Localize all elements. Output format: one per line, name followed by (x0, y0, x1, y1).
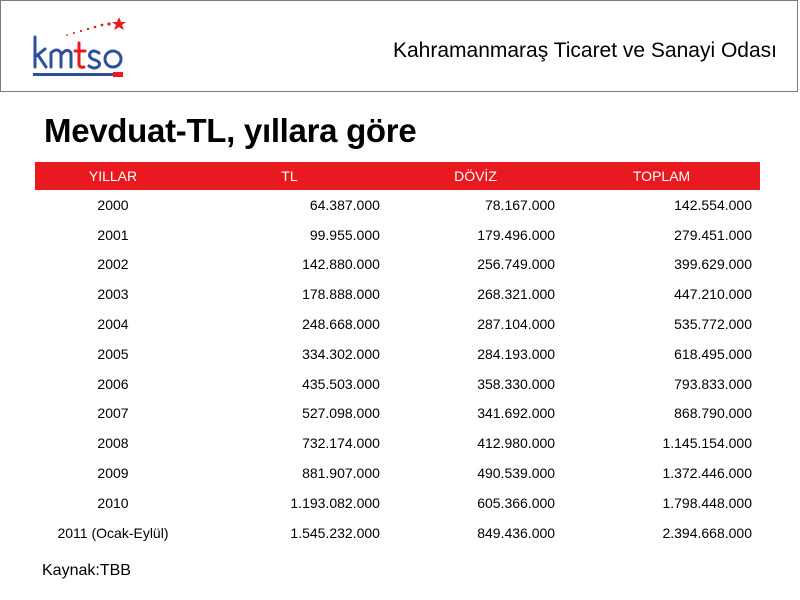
cell-toplam: 279.451.000 (674, 226, 752, 243)
cell-year: 2009 (97, 465, 129, 482)
cell-tl: 64.387.000 (309, 196, 380, 213)
cell-doviz: 490.539.000 (477, 465, 556, 482)
cell-year: 2010 (97, 494, 129, 511)
column-header-years: YILLAR (88, 168, 138, 184)
cell-doviz: 256.749.000 (477, 256, 556, 273)
table-row (35, 458, 760, 488)
kmtso-logo (29, 15, 129, 81)
cell-doviz: 78.167.000 (484, 196, 556, 213)
cell-year: 2007 (97, 405, 129, 422)
page-title: Mevduat-TL, yıllara göre (44, 112, 417, 149)
cell-doviz: 605.366.000 (477, 494, 556, 511)
column-header-tl: TL (281, 168, 298, 184)
cell-tl: 1.545.232.000 (290, 524, 380, 541)
cell-year: 2008 (97, 435, 129, 452)
cell-toplam: 1.145.154.000 (662, 435, 752, 452)
cell-doviz: 287.104.000 (477, 316, 556, 333)
cell-doviz: 849.436.000 (477, 524, 556, 541)
source-note: Kaynak:TBB (42, 562, 131, 579)
table-row (35, 279, 760, 309)
table-row (35, 220, 760, 250)
cell-doviz: 412.980.000 (477, 435, 556, 452)
cell-toplam: 793.833.000 (674, 375, 752, 392)
cell-tl: 732.174.000 (302, 435, 380, 452)
cell-year: 2011 (Ocak-Eylül) (57, 524, 169, 541)
cell-toplam: 1.798.448.000 (662, 494, 752, 511)
cell-year: 2005 (97, 345, 129, 362)
cell-toplam: 618.495.000 (674, 345, 752, 362)
slide-header (0, 0, 798, 92)
table-header-row (35, 162, 760, 190)
cell-toplam: 2.394.668.000 (662, 524, 752, 541)
column-header-toplam: TOPLAM (632, 168, 691, 184)
table-row (35, 190, 760, 220)
cell-doviz: 358.330.000 (477, 375, 556, 392)
cell-doviz: 284.193.000 (477, 345, 556, 362)
table-row (35, 369, 760, 399)
table-row (35, 488, 760, 518)
deposits-table (35, 162, 760, 548)
cell-tl: 248.668.000 (302, 316, 380, 333)
cell-year: 2003 (97, 286, 129, 303)
cell-doviz: 268.321.000 (477, 286, 556, 303)
cell-tl: 435.503.000 (302, 375, 380, 392)
cell-year: 2002 (97, 256, 129, 273)
cell-toplam: 1.372.446.000 (662, 465, 752, 482)
table-row (35, 250, 760, 280)
cell-tl: 334.302.000 (302, 345, 380, 362)
table-row (35, 518, 760, 548)
cell-doviz: 179.496.000 (477, 226, 556, 243)
cell-tl: 881.907.000 (302, 465, 380, 482)
cell-toplam: 535.772.000 (674, 316, 752, 333)
column-header-doviz: DÖVİZ (454, 168, 497, 184)
cell-year: 2006 (97, 375, 129, 392)
table-row (35, 309, 760, 339)
cell-toplam: 142.554.000 (674, 196, 752, 213)
cell-year: 2001 (97, 226, 129, 243)
cell-doviz: 341.692.000 (477, 405, 556, 422)
cell-tl: 178.888.000 (302, 286, 380, 303)
organization-name: Kahramanmaraş Ticaret ve Sanayi Odası (392, 39, 777, 62)
cell-year: 2004 (97, 316, 129, 333)
table-row (35, 399, 760, 429)
cell-tl: 1.193.082.000 (290, 494, 380, 511)
cell-toplam: 447.210.000 (674, 286, 752, 303)
cell-toplam: 868.790.000 (674, 405, 752, 422)
cell-tl: 99.955.000 (309, 226, 380, 243)
cell-tl: 527.098.000 (302, 405, 380, 422)
table-row (35, 339, 760, 369)
cell-tl: 142.880.000 (302, 256, 380, 273)
cell-year: 2000 (97, 196, 129, 213)
cell-toplam: 399.629.000 (674, 256, 752, 273)
table-row (35, 428, 760, 458)
